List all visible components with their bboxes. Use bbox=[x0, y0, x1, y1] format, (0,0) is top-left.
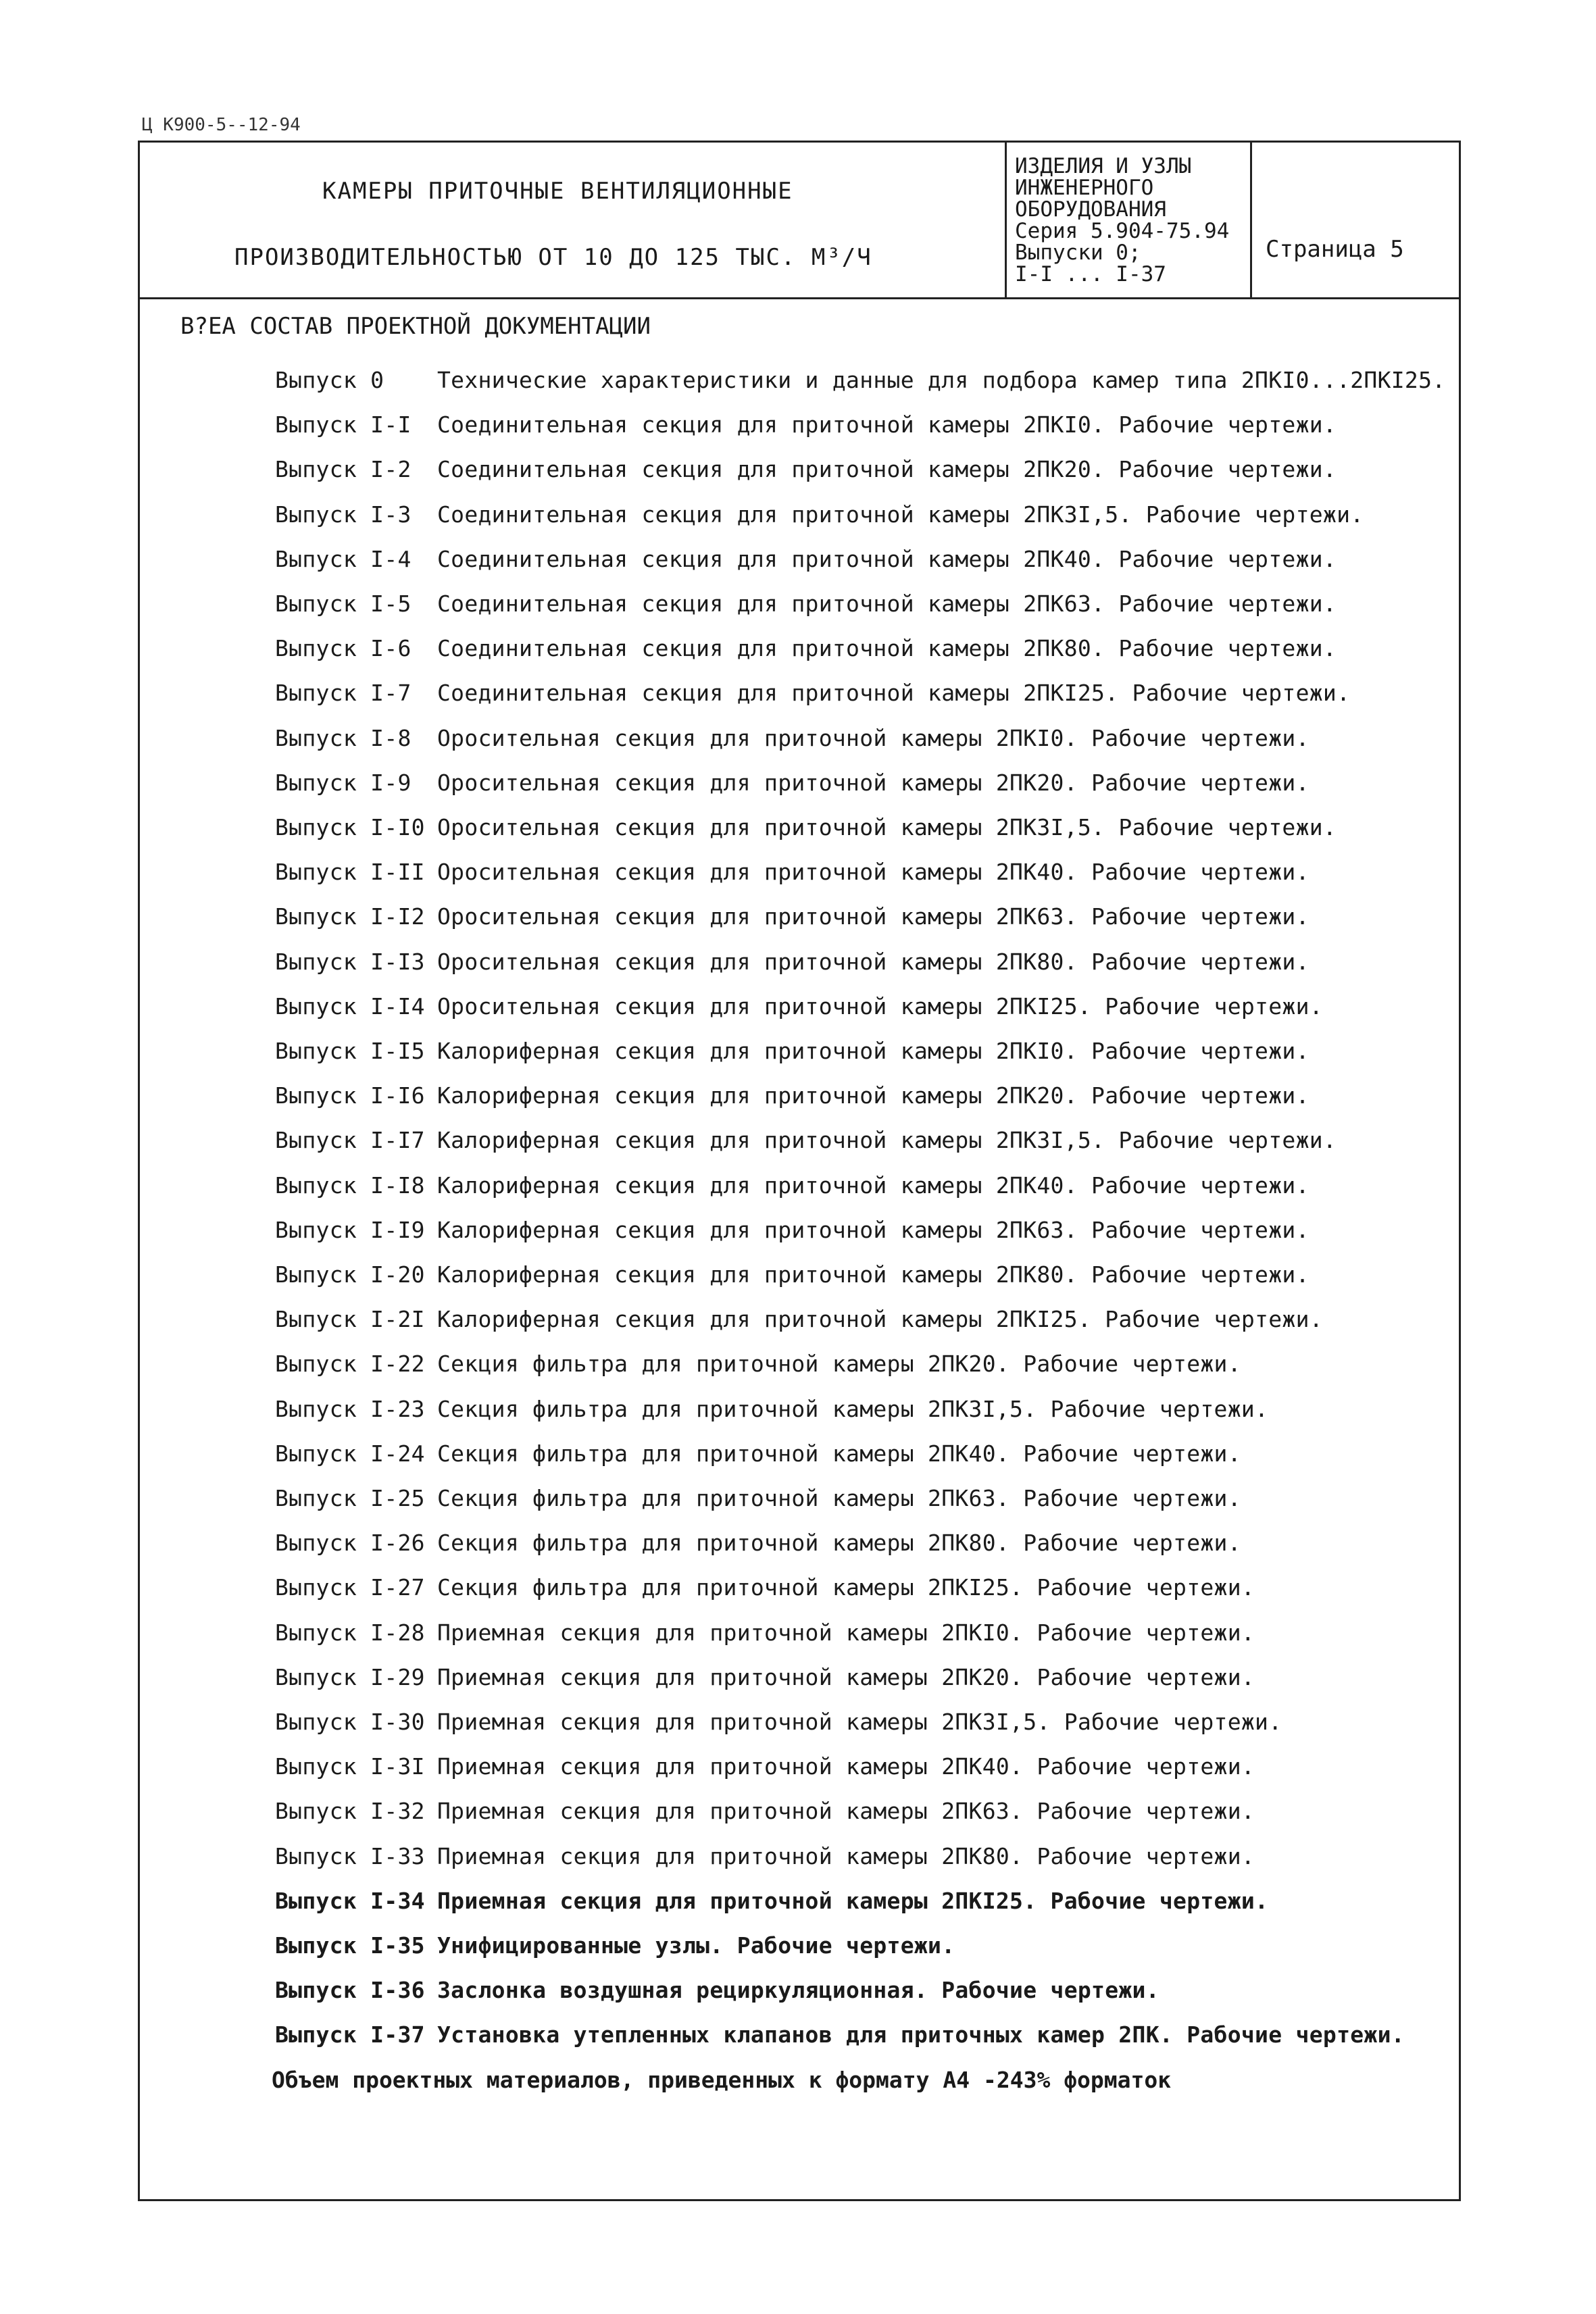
list-item bbox=[275, 725, 1310, 751]
list-item bbox=[275, 1082, 1310, 1109]
issue-description: Соединительная секция для приточной камеры 2ПК63. Рабочие чертежи. bbox=[437, 590, 1337, 617]
issue-number: Выпуск I-25 bbox=[275, 1485, 425, 1511]
issue-number: Выпуск I-8 bbox=[275, 724, 412, 751]
issue-description: Приемная секция для приточной камеры 2ПКI0. Рабочие чертежи. bbox=[437, 1619, 1255, 1646]
issue-number: Выпуск I-22 bbox=[275, 1351, 425, 1378]
issue-description: Унифицированные узлы. Рабочие чертежи. bbox=[437, 1932, 955, 1959]
list-item bbox=[275, 859, 1310, 885]
document-frame bbox=[138, 141, 1461, 2201]
issue-description: Технические характеристики и данные для подбора камер типа 2ПКI0...2ПКI25. bbox=[437, 367, 1446, 393]
issue-number: Выпуск I-3 bbox=[275, 501, 412, 528]
list-item bbox=[275, 1396, 1268, 1422]
issue-number: Выпуск I-32 bbox=[275, 1798, 425, 1825]
issue-description: Соединительная секция для приточной камеры 2ПК3I,5. Рабочие чертежи. bbox=[437, 501, 1364, 528]
title-block-header bbox=[140, 143, 1459, 299]
list-item bbox=[275, 1485, 1241, 1511]
issue-number: Выпуск I-2I bbox=[275, 1306, 425, 1333]
list-item bbox=[275, 1530, 1241, 1556]
list-item bbox=[275, 1038, 1310, 1064]
list-item bbox=[275, 1574, 1255, 1601]
list-item bbox=[275, 1306, 1323, 1332]
issue-number: Выпуск I-33 bbox=[275, 1842, 425, 1869]
issue-number: Выпуск I-6 bbox=[275, 635, 412, 662]
list-item bbox=[275, 590, 1337, 617]
issue-number: Выпуск I-26 bbox=[275, 1530, 425, 1557]
info-line: ИНЖЕНЕРНОГО bbox=[1015, 176, 1154, 200]
issue-number: Выпуск I-I9 bbox=[275, 1216, 425, 1243]
info-line: Выпуски 0; bbox=[1015, 241, 1141, 265]
list-item bbox=[275, 1664, 1255, 1690]
issue-description: Приемная секция для приточной камеры 2ПК20. Рабочие чертежи. bbox=[437, 1663, 1255, 1690]
issue-description: Секция фильтра для приточной камеры 2ПК63. Рабочие чертежи. bbox=[437, 1485, 1241, 1511]
list-item bbox=[275, 546, 1337, 572]
issue-number: Выпуск I-I4 bbox=[275, 992, 425, 1020]
list-item bbox=[275, 770, 1310, 796]
issue-description: Заслонка воздушная рециркуляционная. Рабочие чертежи. bbox=[437, 1977, 1159, 2004]
issue-description: Секция фильтра для приточной камеры 2ПК3I,5. Рабочие чертежи. bbox=[437, 1395, 1269, 1422]
issue-description: Оросительная секция для приточной камеры 2ПК80. Рабочие чертежи. bbox=[437, 948, 1310, 975]
list-item bbox=[275, 1127, 1337, 1153]
document-code: Ц К900-5--12-94 bbox=[142, 115, 301, 135]
issue-number: Выпуск I-I8 bbox=[275, 1172, 425, 1199]
footer-note: Объем проектных материалов, приведенных к формату А4 -243% форматок bbox=[272, 2066, 1172, 2093]
list-item bbox=[275, 635, 1337, 661]
issue-description: Приемная секция для приточной камеры 2ПКI25. Рабочие чертежи. bbox=[437, 1887, 1269, 1914]
issue-number: Выпуск I-II bbox=[275, 859, 425, 886]
issue-number: Выпуск I-35 bbox=[275, 1932, 425, 1959]
issue-number: Выпуск I-I bbox=[275, 411, 412, 438]
issue-number: Выпуск I-20 bbox=[275, 1261, 425, 1288]
list-item bbox=[275, 2021, 1405, 2048]
info-line: Серия 5.904-75.94 bbox=[1015, 219, 1230, 243]
list-item bbox=[275, 680, 1350, 706]
section-title: В?ЕА СОСТАВ ПРОЕКТНОЙ ДОКУМЕНТАЦИИ bbox=[180, 313, 651, 340]
list-item bbox=[275, 1709, 1282, 1735]
info-line: ОБОРУДОВАНИЯ bbox=[1015, 197, 1166, 222]
issue-description: Калориферная секция для приточной камеры 2ПК20. Рабочие чертежи. bbox=[437, 1082, 1310, 1109]
issue-description: Калориферная секция для приточной камеры 2ПК3I,5. Рабочие чертежи. bbox=[437, 1127, 1337, 1154]
list-item bbox=[275, 1977, 1159, 2003]
issue-number: Выпуск I-I3 bbox=[275, 948, 425, 975]
issue-description: Оросительная секция для приточной камеры 2ПКI0. Рабочие чертежи. bbox=[437, 724, 1310, 751]
list-item bbox=[275, 1261, 1310, 1288]
info-line: I-I ... I-37 bbox=[1015, 262, 1166, 286]
issue-description: Оросительная секция для приточной камеры 2ПКI25. Рабочие чертежи. bbox=[437, 992, 1323, 1020]
issue-description: Калориферная секция для приточной камеры 2ПК40. Рабочие чертежи. bbox=[437, 1172, 1310, 1199]
issue-number: Выпуск I-37 bbox=[275, 2021, 425, 2048]
document-title-line2: ПРОИЗВОДИТЕЛЬНОСТЬЮ ОТ 10 ДО 125 ТЫС. М³/Ч bbox=[234, 244, 872, 271]
issue-number: Выпуск I-30 bbox=[275, 1709, 425, 1735]
issue-number: Выпуск I-I2 bbox=[275, 903, 425, 930]
list-item bbox=[275, 1798, 1255, 1824]
issue-description: Установка утепленных клапанов для приточных камер 2ПК. Рабочие чертежи. bbox=[437, 2021, 1405, 2048]
issue-description: Секция фильтра для приточной камеры 2ПК80. Рабочие чертежи. bbox=[437, 1530, 1241, 1557]
list-item bbox=[275, 1172, 1310, 1199]
list-item bbox=[275, 949, 1310, 975]
issue-description: Соединительная секция для приточной камеры 2ПК80. Рабочие чертежи. bbox=[437, 635, 1337, 662]
issue-number: Выпуск I-I7 bbox=[275, 1127, 425, 1154]
issue-description: Приемная секция для приточной камеры 2ПК80. Рабочие чертежи. bbox=[437, 1842, 1255, 1869]
issue-description: Калориферная секция для приточной камеры 2ПК80. Рабочие чертежи. bbox=[437, 1261, 1310, 1288]
issue-description: Соединительная секция для приточной камеры 2ПК40. Рабочие чертежи. bbox=[437, 545, 1337, 572]
issue-description: Калориферная секция для приточной камеры 2ПК63. Рабочие чертежи. bbox=[437, 1216, 1310, 1243]
issue-number: Выпуск I-9 bbox=[275, 769, 412, 796]
issue-number: Выпуск I-36 bbox=[275, 1977, 425, 2004]
list-item bbox=[275, 1888, 1268, 1914]
issue-description: Калориферная секция для приточной камеры 2ПКI25. Рабочие чертежи. bbox=[437, 1306, 1323, 1333]
issue-number: Выпуск I-24 bbox=[275, 1440, 425, 1467]
list-item bbox=[275, 501, 1364, 528]
list-item bbox=[275, 1619, 1255, 1646]
title-block bbox=[140, 143, 1005, 297]
list-item bbox=[275, 456, 1337, 482]
list-item bbox=[275, 1843, 1255, 1869]
issue-description: Соединительная секция для приточной камеры 2ПКI0. Рабочие чертежи. bbox=[437, 411, 1337, 438]
issue-number: Выпуск I-23 bbox=[275, 1395, 425, 1422]
issue-description: Калориферная секция для приточной камеры 2ПКI0. Рабочие чертежи. bbox=[437, 1038, 1310, 1064]
issue-number: Выпуск I-3I bbox=[275, 1753, 425, 1780]
issue-description: Секция фильтра для приточной камеры 2ПК20. Рабочие чертежи. bbox=[437, 1351, 1241, 1378]
issue-description: Оросительная секция для приточной камеры 2ПК40. Рабочие чертежи. bbox=[437, 859, 1310, 886]
list-item bbox=[275, 1932, 955, 1959]
list-item bbox=[275, 411, 1337, 438]
series-info-cell bbox=[1005, 143, 1252, 297]
issue-number: Выпуск I-7 bbox=[275, 680, 412, 707]
list-item bbox=[275, 1753, 1255, 1780]
issue-number: Выпуск I-2 bbox=[275, 456, 412, 483]
issue-number: Выпуск I-I0 bbox=[275, 814, 425, 840]
issue-number: Выпуск I-I6 bbox=[275, 1082, 425, 1109]
list-item bbox=[275, 993, 1323, 1020]
issue-description: Секция фильтра для приточной камеры 2ПКI25. Рабочие чертежи. bbox=[437, 1574, 1255, 1601]
issue-description: Оросительная секция для приточной камеры 2ПК63. Рабочие чертежи. bbox=[437, 903, 1310, 930]
page-number-label: Страница 5 bbox=[1266, 236, 1404, 263]
info-line: ИЗДЕЛИЯ И УЗЛЫ bbox=[1015, 154, 1192, 178]
document-title-line1: КАМЕРЫ ПРИТОЧНЫЕ ВЕНТИЛЯЦИОННЫЕ bbox=[322, 178, 793, 205]
issue-number: Выпуск I-4 bbox=[275, 545, 412, 572]
issue-description: Оросительная секция для приточной камеры 2ПК3I,5. Рабочие чертежи. bbox=[437, 814, 1337, 840]
issue-number: Выпуск I-I5 bbox=[275, 1038, 425, 1064]
list-item bbox=[275, 1351, 1241, 1377]
list-item bbox=[275, 814, 1337, 840]
issue-number: Выпуск 0 bbox=[275, 367, 384, 393]
issue-description: Приемная секция для приточной камеры 2ПК63. Рабочие чертежи. bbox=[437, 1798, 1255, 1825]
issue-number: Выпуск I-28 bbox=[275, 1619, 425, 1646]
issue-number: Выпуск I-5 bbox=[275, 590, 412, 617]
issue-description: Приемная секция для приточной камеры 2ПК3I,5. Рабочие чертежи. bbox=[437, 1709, 1282, 1735]
list-item bbox=[275, 1217, 1310, 1243]
list-item bbox=[275, 1440, 1241, 1467]
issue-description: Соединительная секция для приточной камеры 2ПКI25. Рабочие чертежи. bbox=[437, 680, 1351, 707]
issue-number: Выпуск I-27 bbox=[275, 1574, 425, 1601]
list-item bbox=[275, 903, 1310, 930]
issue-description: Соединительная секция для приточной камеры 2ПК20. Рабочие чертежи. bbox=[437, 456, 1337, 483]
list-item bbox=[275, 367, 1445, 393]
issue-number: Выпуск I-34 bbox=[275, 1887, 425, 1914]
issue-number: Выпуск I-29 bbox=[275, 1663, 425, 1690]
issue-description: Приемная секция для приточной камеры 2ПК40. Рабочие чертежи. bbox=[437, 1753, 1255, 1780]
issue-description: Секция фильтра для приточной камеры 2ПК40. Рабочие чертежи. bbox=[437, 1440, 1241, 1467]
issue-description: Оросительная секция для приточной камеры 2ПК20. Рабочие чертежи. bbox=[437, 769, 1310, 796]
